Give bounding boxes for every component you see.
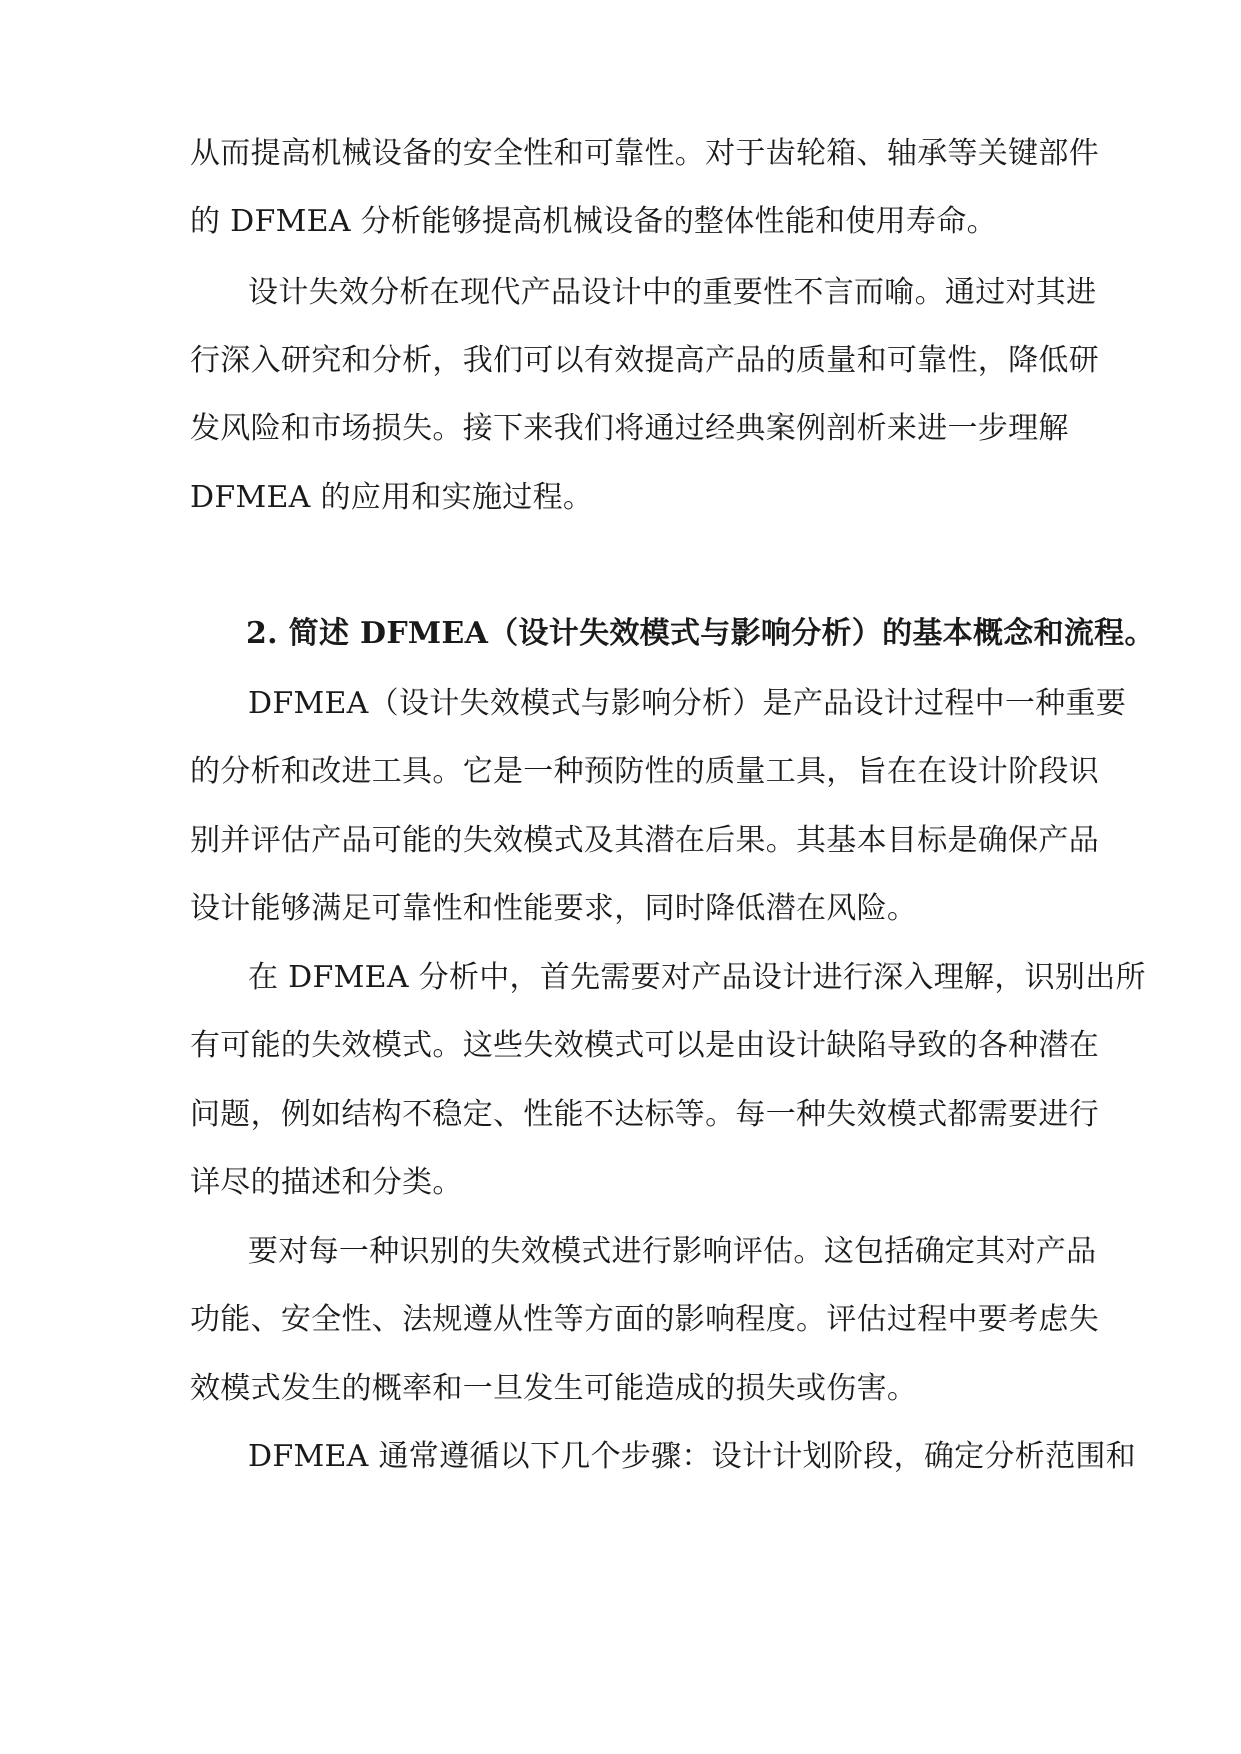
paragraph-importance-line-2: 行深入研究和分析，我们可以有效提高产品的质量和可靠性，降低研 (190, 343, 1099, 378)
paragraph-definition-line-3: 别并评估产品可能的失效模式及其潜在后果。其基本目标是确保产品 (190, 823, 1099, 858)
paragraph-identification-line-1: 在 DFMEA 分析中，首先需要对产品设计进行深入理解，识别出所 (248, 960, 1146, 995)
paragraph-assessment-line-3: 效模式发生的概率和一旦发生可能造成的损失或伤害。 (190, 1371, 918, 1406)
paragraph-definition-line-4: 设计能够满足可靠性和性能要求，同时降低潜在风险。 (190, 891, 918, 926)
paragraph-importance-line-1: 设计失效分析在现代产品设计中的重要性不言而喻。通过对其进 (248, 275, 1097, 310)
paragraph-definition-line-2: 的分析和改进工具。它是一种预防性的质量工具，旨在在设计阶段识 (190, 754, 1099, 789)
section-heading: 2. 简述 DFMEA（设计失效模式与影响分析）的基本概念和流程。 (246, 616, 1155, 651)
paragraph-identification-line-4: 详尽的描述和分类。 (190, 1165, 463, 1200)
paragraph-continued-line-2: 的 DFMEA 分析能够提高机械设备的整体性能和使用寿命。 (190, 204, 997, 239)
paragraph-importance-line-4: DFMEA 的应用和实施过程。 (190, 480, 594, 515)
paragraph-importance-line-3: 发风险和市场损失。接下来我们将通过经典案例剖析来进一步理解 (190, 411, 1069, 446)
paragraph-identification-line-3: 问题，例如结构不稳定、性能不达标等。每一种失效模式都需要进行 (190, 1097, 1099, 1132)
paragraph-continued-line-1: 从而提高机械设备的安全性和可靠性。对于齿轮箱、轴承等关键部件 (190, 136, 1099, 171)
paragraph-identification-line-2: 有可能的失效模式。这些失效模式可以是由设计缺陷导致的各种潜在 (190, 1028, 1099, 1063)
paragraph-steps-line-1: DFMEA 通常遵循以下几个步骤：设计计划阶段，确定分析范围和 (248, 1439, 1136, 1474)
paragraph-assessment-line-1: 要对每一种识别的失效模式进行影响评估。这包括确定其对产品 (248, 1234, 1097, 1269)
paragraph-definition-line-1: DFMEA（设计失效模式与影响分析）是产品设计过程中一种重要 (248, 686, 1127, 721)
paragraph-assessment-line-2: 功能、安全性、法规遵从性等方面的影响程度。评估过程中要考虑失 (190, 1302, 1099, 1337)
